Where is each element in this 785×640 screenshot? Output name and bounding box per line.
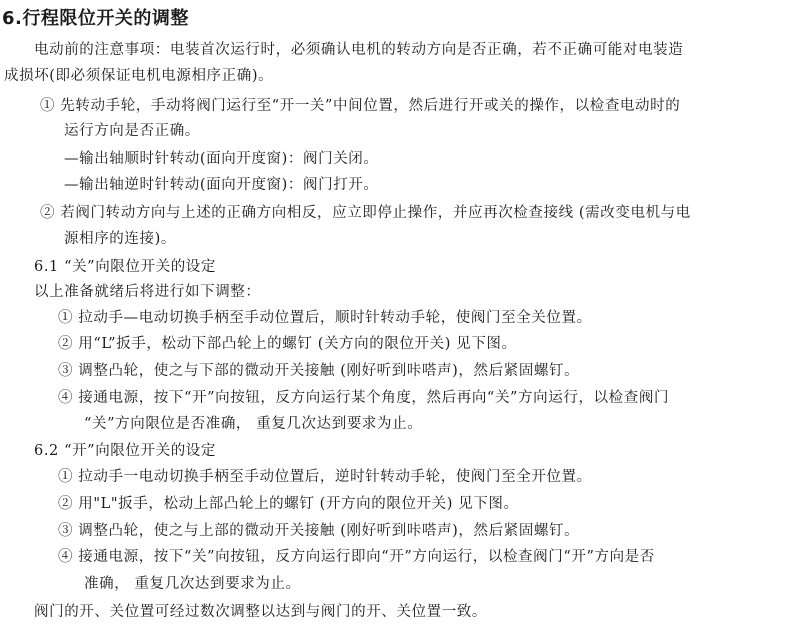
- section-title: 6.行程限位开关的调整: [2, 8, 189, 29]
- section-6-2-step-4-line-1: ④ 接通电源，按下“关”向按钮，反方向运行即向“开”方向运行，以检查阀门“开”方向是否: [58, 549, 655, 565]
- section-6-1-lead: 以上准备就绪后将进行如下调整：: [34, 284, 261, 300]
- note-2-line-2: 源相序的连接)。: [64, 231, 176, 247]
- section-6-2-step-3: ③ 调整凸轮，使之与上部的微动开关接触 (刚好听到咔嗒声)，然后紧固螺钉。: [58, 523, 580, 539]
- section-6-1-step-4-line-2: “关”方向限位是否准确， 重复几次达到要求为止。: [84, 416, 423, 432]
- section-6-1-heading: 6.1 “关”向限位开关的设定: [34, 259, 216, 275]
- section-6-2-heading: 6.2 “开”向限位开关的设定: [34, 443, 216, 459]
- note-counterclockwise: —输出轴逆时针转动(面向开度窗)：阀门打开。: [64, 177, 379, 193]
- section-6-1-step-1: ① 拉动手—电动切换手柄至手动位置后，顺时针转动手轮，使阀门至全关位置。: [58, 310, 592, 326]
- section-6-2-step-1: ① 拉动手一电动切换手柄至手动位置后，逆时针转动手轮，使阀门至全开位置。: [58, 469, 592, 485]
- section-6-1-step-2: ② 用“L”扳手，松动下部凸轮上的螺钉 (关方向的限位开关) 见下图。: [58, 336, 517, 352]
- note-clockwise: —输出轴顺时针转动(面向开度窗)：阀门关闭。: [64, 151, 379, 167]
- note-2-line-1: ② 若阀门转动方向与上述的正确方向相反，应立即停止操作，并应再次检查接线 (需改变电机与电: [40, 205, 691, 221]
- note-1-line-1: ① 先转动手轮，手动将阀门运行至“开一关”中间位置，然后进行开或关的操作，以检查电动时的: [40, 98, 681, 114]
- section-6-2-step-4-line-2: 准确， 重复几次达到要求为止。: [84, 576, 301, 592]
- section-6-1-step-4-line-1: ④ 接通电源，按下“开”向按钮，反方向运行某个角度，然后再向“关”方向运行，以检查阀门: [58, 390, 670, 406]
- closing-line: 阀门的开、关位置可经过数次调整以达到与阀门的开、关位置一致。: [34, 604, 487, 620]
- section-6-2-step-2: ② 用"L"扳手，松动上部凸轮上的螺钉 (开方向的限位开关) 见下图。: [58, 496, 519, 512]
- section-6-1-step-3: ③ 调整凸轮，使之与下部的微动开关接触 (刚好听到咔嗒声)，然后紧固螺钉。: [58, 363, 580, 379]
- intro-line-2: 成损坏(即必须保证电机电源相序正确)。: [4, 68, 274, 84]
- note-1-line-2: 运行方向是否正确。: [64, 123, 200, 139]
- intro-line-1: 电动前的注意事项：电装首次运行时，必须确认电机的转动方向是否正确，若不正确可能对电装造: [34, 42, 684, 58]
